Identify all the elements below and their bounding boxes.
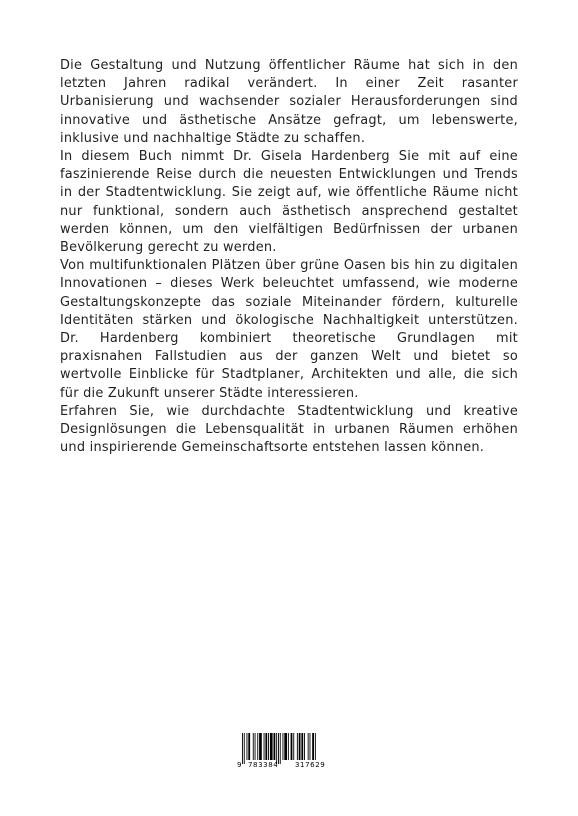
barcode-bar <box>259 733 262 760</box>
barcode-bar <box>248 733 250 760</box>
barcode-bar <box>280 733 281 764</box>
barcode-bar <box>299 733 301 760</box>
barcode-bars <box>242 733 316 764</box>
isbn-barcode <box>236 733 342 769</box>
barcode-bar <box>315 733 316 760</box>
barcode-right-digits: 317629 <box>295 761 326 769</box>
barcode-left-digits: 783384 <box>248 761 279 769</box>
blurb-paragraph-2: In diesem Buch nimmt Dr. Gisela Hardenberg Sie mit auf eine faszinierende Reise durch die neuesten Entwicklungen und Trends in der Stadtentwicklung. Sie zeigt auf, wie öffentliche Räume nicht nur funktional, sondern auch ästhetisch ansprechend gestaltet werden können, um den vielfältigen Bedürfnissen der urbanen Bevölkerung gerecht zu werden. <box>60 149 518 256</box>
barcode-bar <box>284 733 287 760</box>
barcode-bar <box>308 733 309 760</box>
barcode-bar <box>253 733 254 760</box>
barcode-bar <box>265 733 267 760</box>
barcode-bar <box>268 733 269 760</box>
barcode-bar <box>304 733 305 760</box>
barcode-bar <box>293 733 294 760</box>
barcode-bar <box>247 733 248 760</box>
barcode-bar <box>255 733 256 760</box>
back-cover-blurb <box>60 57 518 457</box>
barcode-bar <box>257 733 258 760</box>
barcode-bar <box>288 733 289 760</box>
blurb-paragraph-1: Die Gestaltung und Nutzung öffentlicher Räume hat sich in den letzten Jahren radikal verändert. In einer Zeit rasanter Urbanisierung und wachsender sozialer Herausforderungen sind innovative und ästhetische Ansätze gefragt, um lebenswerte, inklusive und nachhaltige Städte zu schaffen. <box>60 58 518 146</box>
barcode-bar <box>283 733 284 760</box>
barcode-bar <box>264 733 265 760</box>
barcode-bar <box>312 733 314 760</box>
barcode-bar <box>310 733 311 760</box>
barcode-bar <box>270 733 273 760</box>
barcode-bar <box>242 733 243 764</box>
barcode-graphic <box>236 733 342 769</box>
barcode-bar <box>301 733 303 760</box>
blurb-paragraph-3: Von multifunktionalen Plätzen über grüne Oasen bis hin zu digitalen Innovationen – dieses Werk beleuchtet umfassend, wie moderne Gestaltungskonzepte das soziale Miteinander fördern, kulturelle Identitäten stärken und ökologische Nachhaltigkeit unterstützen. Dr. Hardenberg kombiniert theoretische Grundlagen mit praxisnahen Fallstudien aus der ganzen Welt und bietet so wertvolle Einblicke für Stadtplaner, Architekten und alle, die sich für die Zukunft unserer Städte interessieren. <box>60 258 518 401</box>
barcode-bar <box>297 733 298 760</box>
blurb-paragraph-4: Erfahren Sie, wie durchdachte Stadtentwicklung und kreative Designlösungen die Lebensqualität in urbanen Räumen erhöhen und inspirierende Gemeinschaftsorte entstehen lassen können. <box>60 403 518 456</box>
barcode-bar <box>291 733 293 760</box>
barcode-bar <box>278 733 279 764</box>
barcode-first-digit: 9 <box>237 761 242 769</box>
barcode-bar <box>274 733 276 760</box>
barcode-bar <box>276 733 277 764</box>
barcode-bar <box>244 733 245 764</box>
